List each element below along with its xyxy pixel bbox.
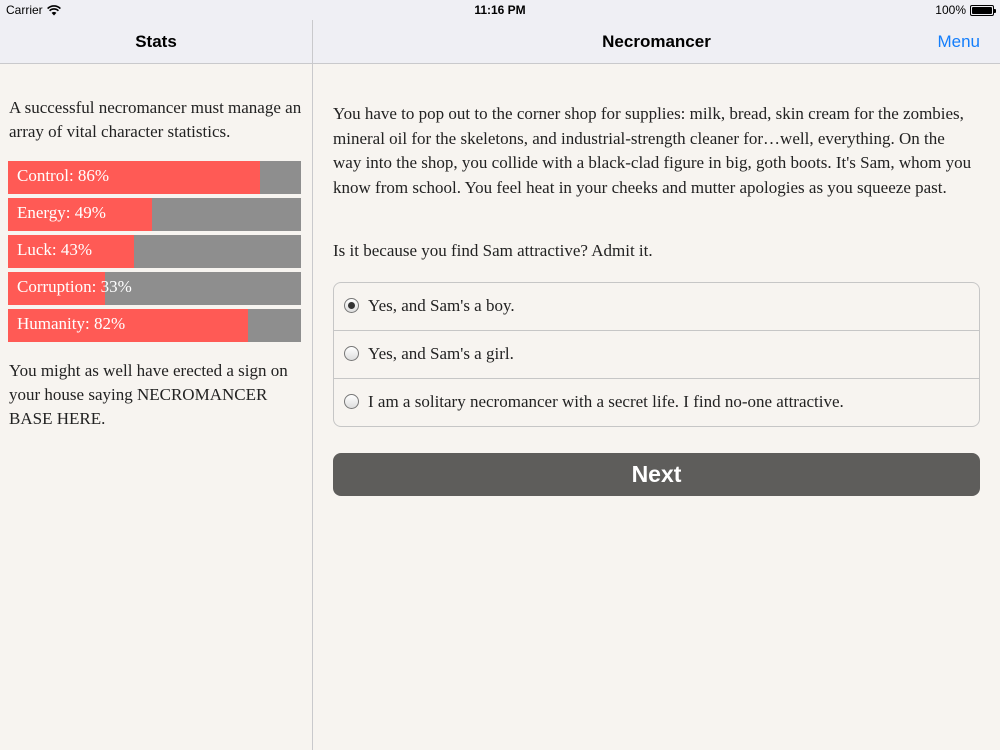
stat-label: Energy: 49% (17, 203, 106, 222)
choice-option-girl[interactable] (334, 331, 979, 379)
battery-percent: 100% (935, 3, 966, 17)
carrier-label: Carrier (6, 3, 43, 17)
stat-bar-control (8, 161, 301, 194)
choice-option-no-one[interactable] (334, 379, 979, 427)
stats-title: Stats (135, 32, 177, 51)
choice-label: Yes, and Sam's a girl. (368, 344, 514, 363)
stat-label: Corruption: 33% (17, 277, 132, 296)
wifi-icon (47, 5, 61, 16)
stat-bar-corruption (8, 272, 301, 305)
radio-button-icon[interactable] (344, 346, 359, 361)
stat-bar-humanity (8, 309, 301, 342)
stats-sidebar (0, 64, 313, 750)
story-text: You have to pop out to the corner shop for supplies: milk, bread, skin cream for the zombies, mineral oil for the skeletons, and industrial-strength cleaner for…well, everything. On the way into the shop, you collide with a black-clad figure in big, goth boots. It's Sam, whom you know from school. You feel heat in your cheeks and mutter apologies as you squeeze past. (333, 104, 972, 197)
stats-nav-bar (0, 20, 313, 64)
page-title: Necromancer (602, 32, 711, 51)
choice-label: Yes, and Sam's a boy. (368, 296, 515, 315)
main-nav-bar (313, 20, 1000, 64)
stat-bars (8, 161, 301, 346)
battery-icon (970, 5, 994, 16)
radio-button-icon[interactable] (344, 298, 359, 313)
battery-indicator (935, 3, 994, 17)
stat-label: Humanity: 82% (17, 314, 126, 333)
choice-list (333, 282, 980, 427)
status-bar (0, 0, 1000, 20)
story-panel (313, 64, 1000, 750)
stat-bar-energy (8, 198, 301, 231)
menu-button[interactable]: Menu (937, 32, 980, 51)
clock: 11:16 PM (474, 3, 526, 17)
stats-outro: You might as well have erected a sign on your house saying NECROMANCER BASE HERE. (9, 361, 288, 428)
carrier-indicator (6, 3, 61, 17)
stat-label: Control: 86% (17, 166, 110, 185)
stat-bar-luck (8, 235, 301, 268)
radio-button-icon[interactable] (344, 394, 359, 409)
stats-intro: A successful necromancer must manage an array of vital character statistics. (9, 98, 302, 141)
stat-label: Luck: 43% (17, 240, 93, 259)
next-button[interactable]: Next (333, 453, 980, 496)
question-text: Is it because you find Sam attractive? Admit it. (333, 241, 653, 260)
choice-label: I am a solitary necromancer with a secret life. I find no-one attractive. (368, 392, 844, 411)
choice-option-boy[interactable] (334, 283, 979, 331)
